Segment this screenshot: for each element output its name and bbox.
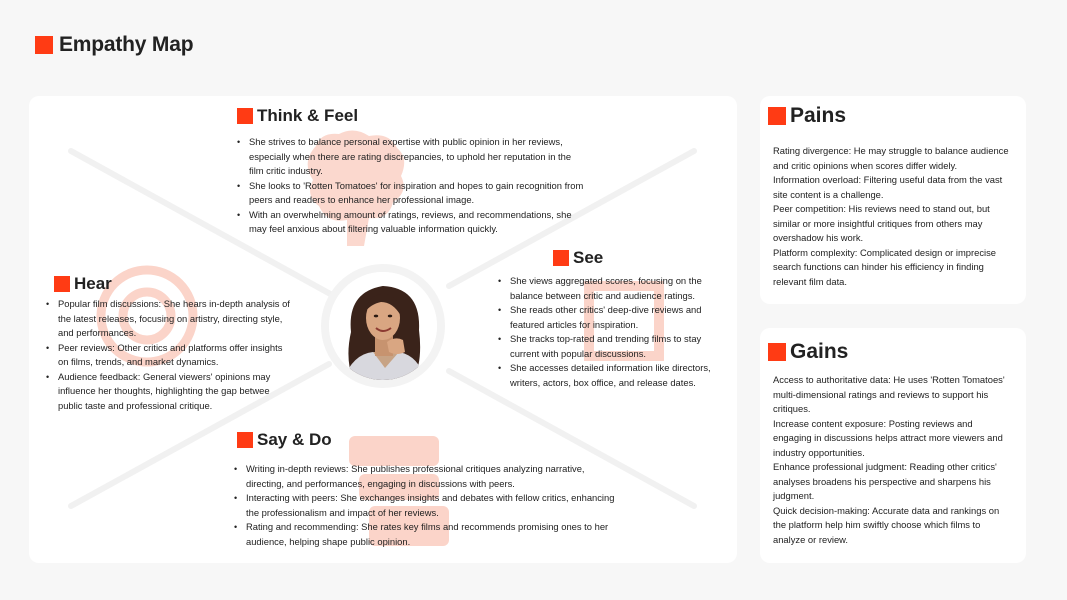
list-item: • She reads other critics' deep-dive reviews and featured articles for inspiration. bbox=[505, 303, 730, 332]
pains-title: Pains bbox=[790, 104, 847, 127]
avatar bbox=[329, 272, 437, 380]
see-list bbox=[495, 274, 730, 390]
say-do-square-icon bbox=[237, 432, 253, 448]
gains-title: Gains bbox=[790, 340, 849, 363]
think-feel-list bbox=[234, 135, 584, 237]
think-feel-square-icon bbox=[237, 108, 253, 124]
hear-square-icon bbox=[54, 276, 70, 292]
gains-heading bbox=[768, 340, 848, 364]
gains-card bbox=[760, 328, 1026, 563]
page-title-text: Empathy Map bbox=[59, 33, 194, 56]
gains-square-icon bbox=[768, 343, 786, 361]
empathy-map-card bbox=[29, 96, 737, 563]
gains-item: Quick decision-making: Accurate data and rankings on the platform help him swiftly choose which films to analyze or review. bbox=[773, 504, 1000, 545]
gains-item: Enhance professional judgment: Reading other critics' analyses broadens his perspective and sharpens his judgment. bbox=[773, 461, 997, 501]
gains-item: Increase content exposure: Posting reviews and engaging in discussions helps attract more viewers and industry opportunities. bbox=[773, 417, 1003, 458]
say-do-heading bbox=[237, 430, 332, 450]
list-item: • She looks to 'Rotten Tomatoes' for inspiration and hopes to gain recognition from peers and readers to enhance her professional image. bbox=[244, 179, 584, 208]
list-item: • Rating and recommending: She rates key films and recommends promising ones to her audience, helping shape public opinion. bbox=[241, 520, 621, 549]
pains-item: Peer competition: His reviews need to stand out, but similar or more insightful critiques from others may overshadow his work. bbox=[773, 203, 990, 243]
pains-item: Information overload: Filtering useful data from the vast site content is a challenge. bbox=[773, 174, 1003, 200]
list-item: • Interacting with peers: She exchanges insights and debates with fellow critics, enhancing the professionalism and impact of her reviews. bbox=[241, 491, 621, 520]
list-item: • She accesses detailed information like directors, writers, actors, box office, and release dates. bbox=[505, 361, 730, 390]
list-item: • She tracks top-rated and trending films to stay current with popular discussions. bbox=[505, 332, 730, 361]
list-item: • Peer reviews: Other critics and platforms offer insights on films, trends, and market dynamics. bbox=[53, 341, 291, 370]
title-square-icon bbox=[35, 36, 53, 54]
gains-item: Access to authoritative data: He uses 'Rotten Tomatoes' multi-dimensional ratings and reviews to support his critiques. bbox=[773, 374, 1005, 414]
pains-text bbox=[773, 144, 1013, 289]
see-title: See bbox=[573, 248, 604, 267]
list-item: • She strives to balance personal expertise with public opinion in her reviews, especially when there are rating discrepancies, to uphold her reputation in the film critic industry. bbox=[244, 135, 584, 179]
hear-heading bbox=[54, 274, 112, 294]
think-feel-heading bbox=[237, 106, 358, 126]
hear-title: Hear bbox=[74, 274, 112, 293]
gains-text bbox=[773, 373, 1013, 547]
list-item: • She views aggregated scores, focusing on the balance between critic and audience ratings. bbox=[505, 274, 730, 303]
say-do-list bbox=[231, 462, 621, 549]
see-heading bbox=[553, 248, 603, 268]
list-item: • With an overwhelming amount of ratings, reviews, and recommendations, she may feel anxious about filtering valuable information quickly. bbox=[244, 208, 584, 237]
woman-thinking-avatar-icon bbox=[329, 272, 437, 380]
hear-list bbox=[43, 297, 291, 413]
see-square-icon bbox=[553, 250, 569, 266]
list-item: • Audience feedback: General viewers' opinions may influence her thoughts, highlighting the gap betwee public taste and professional critique. bbox=[53, 370, 291, 414]
say-do-title: Say & Do bbox=[257, 430, 332, 449]
think-feel-title: Think & Feel bbox=[257, 106, 359, 125]
pains-item: Rating divergence: He may struggle to balance audience and critic opinions when scores differ widely. bbox=[773, 145, 1009, 171]
pains-square-icon bbox=[768, 107, 786, 125]
list-item: • Popular film discussions: She hears in-depth analysis of the latest releases, focusing on artistry, directing style, and performances. bbox=[53, 297, 291, 341]
pains-card bbox=[760, 96, 1026, 304]
pains-heading bbox=[768, 104, 846, 128]
page-title bbox=[35, 33, 193, 57]
list-item: • Writing in-depth reviews: She publishes professional critiques analyzing narrative, directing, and performances, engaging in discussions with peers. bbox=[241, 462, 621, 491]
pains-item: Platform complexity: Complicated design or imprecise search functions can hinder his efficiency in finding relevant film data. bbox=[773, 246, 996, 287]
